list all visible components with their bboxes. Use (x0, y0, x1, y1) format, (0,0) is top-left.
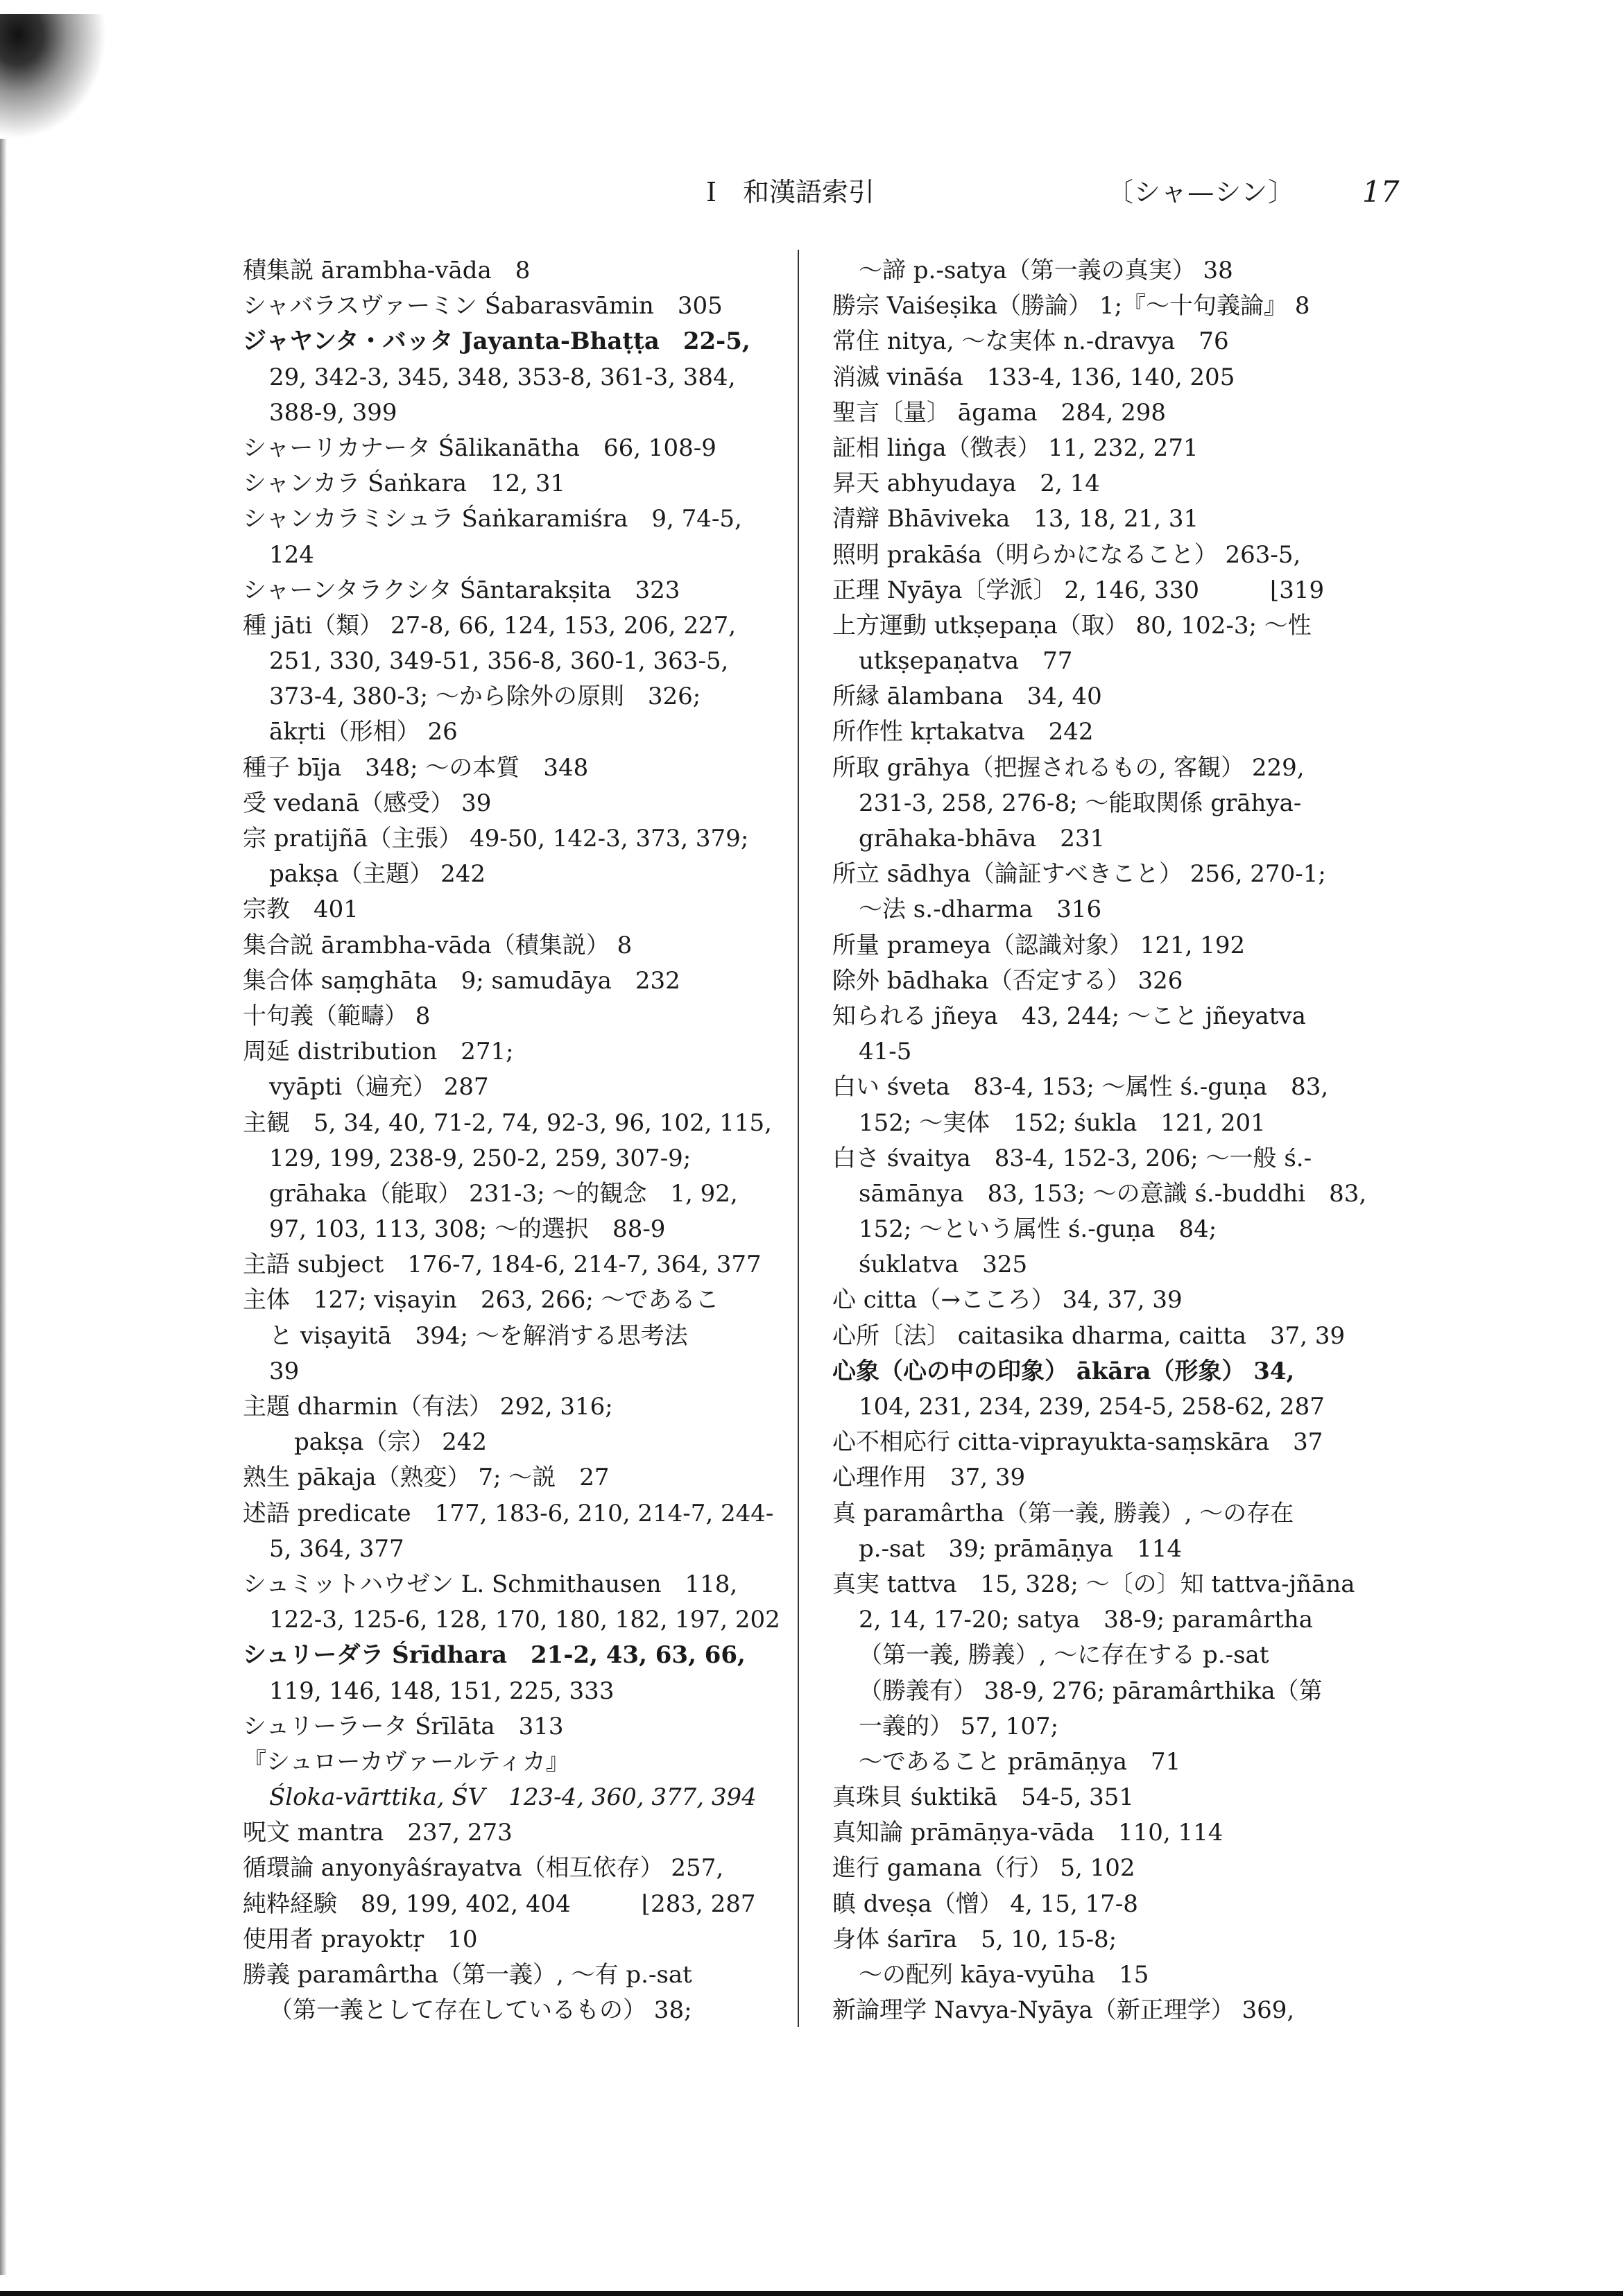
index-entry-continuation: pakṣa（宗） 242 (294, 1428, 488, 1457)
index-entry-continuation: grāhaka-bhāva 231 (859, 825, 1106, 853)
index-entry: 種子 bīja 348; ～の本質 348 (243, 753, 589, 782)
index-entry: シュミットハウゼン L. Schmithausen 118, (243, 1570, 738, 1598)
index-entry-continuation: 373-4, 380-3; ～から除外の原則 326; (269, 683, 701, 711)
index-entry: 白さ śvaitya 83-4, 152-3, 206; ～一般 ś.- (832, 1144, 1312, 1172)
index-entry: 心不相応行 citta-viprayukta-saṃskāra 37 (832, 1428, 1323, 1457)
index-entry-continuation: 41-5 (859, 1038, 912, 1066)
index-entry: シュリーラータ Śrīlāta 313 (243, 1712, 564, 1740)
index-entry: 心理作用 37, 39 (832, 1464, 1026, 1492)
index-entry: 主語 subject 176-7, 184-6, 214-7, 364, 377 (243, 1251, 762, 1279)
index-entry-continuation: 124 (269, 540, 314, 569)
index-entry: 循環論 anyonyâśrayatva（相互依存） 257, (243, 1854, 724, 1883)
index-entry: 呪文 mantra 237, 273 (243, 1819, 513, 1847)
index-entry-continuation: ākṛti（形相） 26 (269, 718, 458, 746)
index-entry: 真 paramârtha（第一義, 勝義）, ～の存在 (832, 1499, 1294, 1527)
index-entry: 身体 śarīra 5, 10, 15-8; (832, 1925, 1117, 1953)
index-entry: 知られる jñeya 43, 244; ～こと jñeyatva (832, 1002, 1306, 1030)
column-divider (798, 250, 799, 2027)
index-entry: 所縁 ālambana 34, 40 (832, 683, 1102, 711)
index-entry: 集合体 saṃghāta 9; samudāya 232 (243, 966, 680, 995)
index-entry: 正理 Nyāya〔学派〕 2, 146, 330 ⌊319 (832, 576, 1325, 604)
index-entry-continuation: p.-sat 39; prāmāṇya 114 (859, 1534, 1183, 1563)
index-entry: 消滅 vināśa 133-4, 136, 140, 205 (832, 363, 1235, 391)
index-entry-continuation: 388-9, 399 (269, 398, 397, 427)
index-entry: 瞋 dveṣa（憎） 4, 15, 17-8 (832, 1890, 1138, 1918)
index-entry: 宗 pratijñā（主張） 49-50, 142-3, 373, 379; (243, 825, 749, 853)
index-entry: 述語 predicate 177, 183-6, 210, 214-7, 244- (243, 1499, 774, 1527)
index-entry-continuation: （第一義, 勝義）, ～に存在する p.-sat (859, 1641, 1269, 1670)
index-entry: 心所〔法〕 caitasika dharma, caitta 37, 39 (832, 1321, 1346, 1350)
index-entry-continuation: ～であること prāmāṇya 71 (859, 1747, 1181, 1776)
index-entry-continuation: 39 (269, 1357, 300, 1385)
index-entry: 勝義 paramârtha（第一義）, ～有 p.-sat (243, 1961, 692, 1989)
index-entry: 所立 sādhya（論証すべきこと） 256, 270-1; (832, 860, 1326, 889)
index-entry-continuation: 152; ～実体 152; śukla 121, 201 (859, 1108, 1266, 1137)
index-column-left (243, 253, 780, 2028)
index-entry-continuation: 152; ～という属性 ś.-guṇa 84; (859, 1215, 1217, 1244)
index-entry-continuation: 119, 146, 148, 151, 225, 333 (269, 1677, 615, 1705)
index-entry: 勝宗 Vaiśeṣika（勝論） 1;『～十句義論』 8 (832, 292, 1310, 320)
index-entry-continuation: 104, 231, 234, 239, 254-5, 258-62, 287 (859, 1393, 1325, 1421)
index-entry-continuation: 231-3, 258, 276-8; ～能取関係 grāhya- (859, 789, 1302, 817)
index-entry: 宗教 401 (243, 896, 359, 924)
index-column-right (832, 253, 1366, 2028)
index-entry-continuation: śuklatva 325 (859, 1251, 1028, 1279)
index-entry: 証相 liṅga（徴表） 11, 232, 271 (832, 434, 1199, 462)
index-entry-continuation: と viṣayitā 394; ～を解消する思考法 (269, 1321, 688, 1350)
index-entry: 新論理学 Navya-Nyāya（新正理学） 369, (832, 1996, 1295, 2025)
index-entry-continuation: 2, 14, 17-20; satya 38-9; paramârtha (859, 1606, 1314, 1634)
scan-edge-bottom (0, 2291, 1623, 2296)
index-entry-continuation: 一義的） 57, 107; (859, 1712, 1059, 1740)
index-entry: 照明 prakāśa（明らかになること） 263-5, (832, 540, 1301, 569)
index-entry-continuation: vyāpti（遍充） 287 (269, 1073, 489, 1102)
index-entry-continuation: 129, 199, 238-9, 250-2, 259, 307-9; (269, 1144, 692, 1172)
index-entry: 聖言〔量〕 āgama 284, 298 (832, 398, 1167, 427)
running-head-range: 〔シャ—シン〕 (1107, 177, 1296, 207)
index-entry: 主題 dharmin（有法） 292, 316; (243, 1393, 613, 1421)
index-entry: 昇天 abhyudaya 2, 14 (832, 470, 1100, 498)
index-entry: シャンカラ Śaṅkara 12, 31 (243, 470, 566, 498)
index-entry-continuation: 97, 103, 113, 308; ～的選択 88-9 (269, 1215, 666, 1244)
index-entry: 清辯 Bhāviveka 13, 18, 21, 31 (832, 505, 1199, 533)
index-entry-continuation: （勝義有） 38-9, 276; pāramârthika（第 (859, 1677, 1323, 1705)
index-entry: 熟生 pākaja（熟変） 7; ～説 27 (243, 1464, 610, 1492)
index-entry-continuation: grāhaka（能取） 231-3; ～的観念 1, 92, (269, 1179, 738, 1208)
index-entry-continuation: 122-3, 125-6, 128, 170, 180, 182, 197, 202 (269, 1606, 780, 1634)
index-entry: 主体 127; viṣayin 263, 266; ～であるこ (243, 1286, 719, 1314)
index-entry-continuation: utkṣepaṇatva 77 (859, 647, 1073, 676)
index-entry: 主観 5, 34, 40, 71-2, 74, 92-3, 96, 102, 115, (243, 1108, 772, 1137)
index-entry: 所量 prameya（認識対象） 121, 192 (832, 931, 1246, 959)
index-entry-continuation: （第一義として存在しているもの） 38; (269, 1996, 692, 2025)
index-entry-continuation: 29, 342-3, 345, 348, 353-8, 361-3, 384, (269, 363, 736, 391)
index-entry: 所取 grāhya（把握されるもの, 客観） 229, (832, 753, 1305, 782)
index-entry: 使用者 prayoktṛ 10 (243, 1925, 478, 1953)
index-entry: シャンカラミシュラ Śaṅkaramiśra 9, 74-5, (243, 505, 742, 533)
index-entry-continuation: ～法 s.-dharma 316 (859, 896, 1102, 924)
index-entry: 常住 nitya, ～な実体 n.-dravya 76 (832, 327, 1229, 356)
index-entry: 白い śveta 83-4, 153; ～属性 ś.-guṇa 83, (832, 1073, 1329, 1102)
index-entry: 受 vedanā（感受） 39 (243, 789, 492, 817)
index-entry: 純粋経験 89, 199, 402, 404 ⌊283, 287 (243, 1890, 756, 1918)
index-entry: 『シュローカヴァールティカ』 (243, 1747, 569, 1776)
scan-shadow (0, 14, 118, 153)
index-entry: 周延 distribution 271; (243, 1038, 514, 1066)
index-entry: 真実 tattva 15, 328; ～〔の〕知 tattva-jñāna (832, 1570, 1355, 1598)
index-entry: 上方運動 utkṣepaṇa（取） 80, 102-3; ～性 (832, 611, 1312, 640)
index-entry: 種 jāti（類） 27-8, 66, 124, 153, 206, 227, (243, 611, 737, 640)
index-entry: シャーンタラクシタ Śāntarakṣita 323 (243, 576, 680, 604)
index-entry: 積集説 ārambha-vāda 8 (243, 257, 531, 284)
scan-edge-left (0, 139, 7, 2275)
index-entry: 除外 bādhaka（否定する） 326 (832, 966, 1183, 995)
index-entry-continuation: ～諦 p.-satya（第一義の真実） 38 (859, 257, 1233, 284)
index-entry: ジャヤンタ・バッタ Jayanta-Bhaṭṭa 22-5, (243, 327, 750, 356)
index-entry: シャバラスヴァーミン Śabarasvāmin 305 (243, 292, 723, 320)
index-entry: 進行 gamana（行） 5, 102 (832, 1854, 1135, 1883)
index-entry-continuation: 5, 364, 377 (269, 1534, 404, 1563)
page-number: 17 (1362, 175, 1400, 209)
index-entry: 心象（心の中の印象） ākāra（形象） 34, (832, 1357, 1295, 1385)
index-entry: 真知論 prāmāṇya-vāda 110, 114 (832, 1819, 1223, 1847)
index-entry: 集合説 ārambha-vāda（積集説） 8 (243, 931, 633, 959)
index-entry: 真珠貝 śuktikā 54-5, 351 (832, 1783, 1135, 1812)
index-entry-continuation: sāmānya 83, 153; ～の意識 ś.-buddhi 83, (859, 1179, 1367, 1208)
index-entry-continuation: 251, 330, 349-51, 356-8, 360-1, 363-5, (269, 647, 729, 676)
index-entry-continuation: ～の配列 kāya-vyūha 15 (859, 1961, 1149, 1989)
index-entry: シュリーダラ Śrīdhara 21-2, 43, 63, 66, (243, 1641, 746, 1670)
index-entry-continuation: pakṣa（主題） 242 (269, 860, 486, 889)
running-head-section: I 和漢語索引 (706, 177, 875, 207)
index-entry: 所作性 kṛtakatva 242 (832, 718, 1094, 746)
index-entry: 十句義（範疇） 8 (243, 1002, 431, 1030)
index-entry: 心 citta（→こころ） 34, 37, 39 (832, 1286, 1183, 1314)
index-entry-continuation: Śloka-vārttika, ŚV 123-4, 360, 377, 394 (269, 1783, 757, 1812)
index-entry: シャーリカナータ Śālikanātha 66, 108-9 (243, 434, 716, 462)
